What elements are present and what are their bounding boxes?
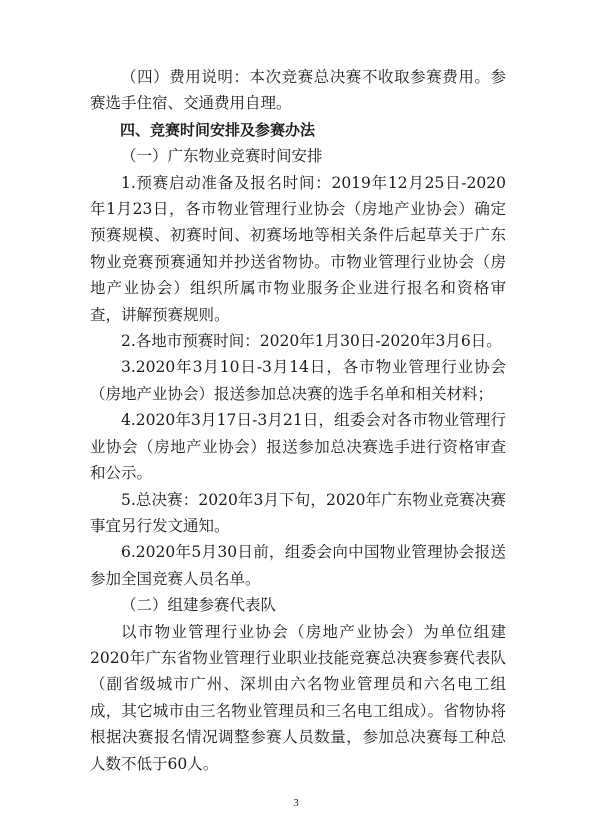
item-3-submission: 3.2020年3月10日-3月14日，各市物业管理行业协会（房地产业协会）报送参加总决赛的选手名单和相关材料； [90, 358, 506, 403]
page-number: 3 [293, 797, 299, 809]
section-heading-schedule: 四、竞赛时间安排及参赛办法 [120, 120, 316, 139]
subheading-team: （二）组建参赛代表队 [121, 596, 277, 615]
document-body [90, 64, 506, 777]
team-formation-paragraph: 以市物业管理行业协会（房地产业协会）为单位组建2020年广东省物业管理行业职业技能竞赛总决赛参赛代表队（副省级城市广州、深圳由六名物业管理员和六名电工组成，其它城市由三名物业管理员和三名电工组成）。省物协将根据决赛报名情况调整参赛人员数量，参加总决赛每工种总人数不低于60人。 [90, 622, 506, 773]
subheading-timeline: （一）广东物业竞赛时间安排 [121, 147, 323, 166]
item-4-review: 4.2020年3月17日-3月21日，组委会对各市物业管理行业协会（房地产业协会）报送参加总决赛选手进行资格审查和公示。 [90, 411, 506, 483]
item-2-preliminary: 2.各地市预赛时间：2020年1月30日-2020年3月6日。 [121, 332, 502, 351]
fee-note-paragraph: （四）费用说明：本次竞赛总决赛不收取参赛费用。参赛选手住宿、交通费用自理。 [90, 68, 506, 113]
item-5-final: 5.总决赛：2020年3月下旬，2020年广东物业竞赛决赛事宜另行发文通知。 [90, 490, 506, 535]
item-1-registration: 1.预赛启动准备及报名时间：2019年12月25日-2020年1月23日，各市物业管理行业协会（房地产业协会）确定预赛规模、初赛时间、初赛场地等相关条件后起草关于广东物业竞赛预赛通知并抄送省物协。市物业管理行业协会（房地产业协会）组织所属市物业服务企业进行报名和资格审查，讲解预赛规则。 [90, 173, 506, 324]
item-6-national-list: 6.2020年5月30日前，组委会向中国物业管理协会报送参加全国竞赛人员名单。 [90, 543, 506, 588]
